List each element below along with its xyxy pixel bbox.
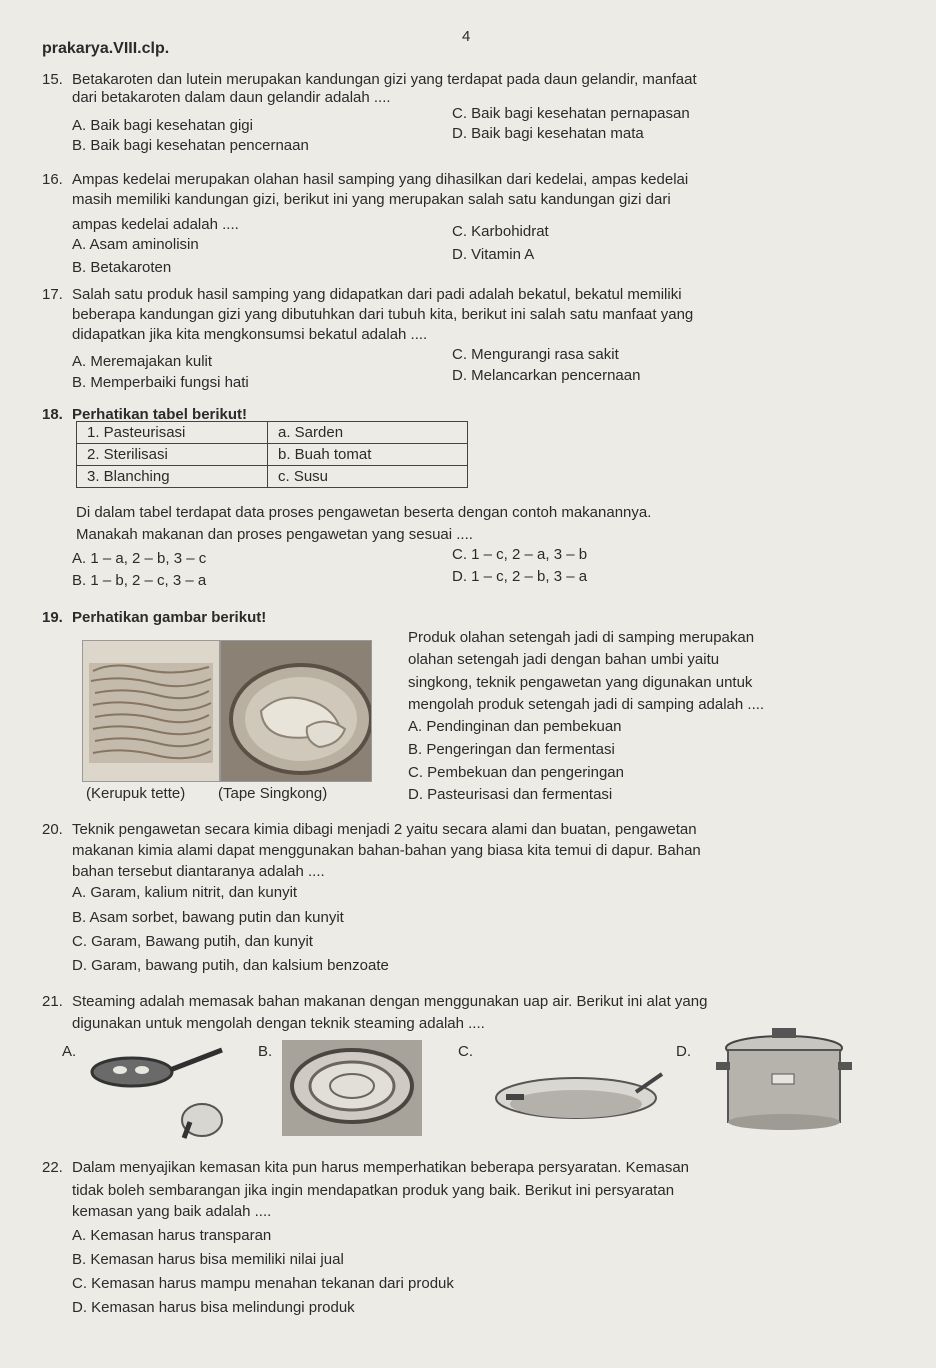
question-22-option-a: A. Kemasan harus transparan <box>72 1227 272 1244</box>
kerupuk-tette-image <box>82 640 220 782</box>
question-15-option-d: D. Baik bagi kesehatan mata <box>452 125 644 142</box>
question-22-option-c: C. Kemasan harus mampu menahan tekanan dari produk <box>72 1275 454 1292</box>
question-20-option-b: B. Asam sorbet, bawang putin dan kunyit <box>72 909 344 926</box>
question-20-text-3: bahan tersebut diantaranya adalah .... <box>72 863 325 880</box>
question-17-text-3: didapatkan jika kita mengkonsumsi bekatul adalah .... <box>72 326 428 343</box>
question-15-text-1: Betakaroten dan lutein merupakan kandungan gizi yang terdapat pada daun gelandir, manfaat <box>72 71 697 88</box>
table-cell: c. Susu <box>268 466 468 488</box>
question-19-text-4: mengolah produk setengah jadi di samping adalah .... <box>408 696 765 713</box>
question-15-number: 15. <box>42 71 63 88</box>
question-15-option-a: A. Baik bagi kesehatan gigi <box>72 117 253 134</box>
page-number: 4 <box>462 28 471 45</box>
frying-pan-image <box>82 1040 232 1140</box>
question-18-option-c: C. 1 – c, 2 – a, 3 – b <box>452 546 588 563</box>
question-16-option-c: C. Karbohidrat <box>452 223 549 240</box>
question-22-text-1: Dalam menyajikan kemasan kita pun harus memperhatikan beberapa persyaratan. Kemasan <box>72 1159 689 1176</box>
question-18-option-d: D. 1 – c, 2 – b, 3 – a <box>452 568 588 585</box>
question-16-option-b: B. Betakaroten <box>72 259 172 276</box>
question-22-text-3: kemasan yang baik adalah .... <box>72 1203 272 1220</box>
question-21-number: 21. <box>42 993 63 1010</box>
table-cell: 2. Sterilisasi <box>77 444 268 466</box>
table-cell: b. Buah tomat <box>268 444 468 466</box>
question-18-intro: Perhatikan tabel berikut! <box>72 406 248 423</box>
question-15-option-b: B. Baik bagi kesehatan pencernaan <box>72 137 309 154</box>
question-15-text-2: dari betakaroten dalam daun gelandir adalah .... <box>72 89 391 106</box>
tape-singkong-image <box>220 640 372 782</box>
question-17-option-c: C. Mengurangi rasa sakit <box>452 346 619 363</box>
question-16-option-d: D. Vitamin A <box>452 246 535 263</box>
question-16-text-3: ampas kedelai adalah .... <box>72 216 239 233</box>
question-21-option-d-label: D. <box>676 1043 691 1060</box>
question-21-option-c-label: C. <box>458 1043 473 1060</box>
baking-pan-image <box>486 1060 666 1140</box>
question-19-text-2: olahan setengah jadi dengan bahan umbi yaitu <box>408 651 720 668</box>
question-19-option-a: A. Pendinginan dan pembekuan <box>408 718 622 735</box>
document-header: prakarya.VIII.clp. <box>42 40 170 57</box>
question-18-text-1: Di dalam tabel terdapat data proses pengawetan beserta dengan contoh makanannya. <box>76 504 652 521</box>
question-18-option-b: B. 1 – b, 2 – c, 3 – a <box>72 572 207 589</box>
question-17-option-d: D. Melancarkan pencernaan <box>452 367 641 384</box>
question-21-text-2: digunakan untuk mengolah dengan teknik steaming adalah .... <box>72 1015 485 1032</box>
question-17-text-2: beberapa kandungan gizi yang dibutuhkan dari tubuh kita, berikut ini salah satu manfaat yang <box>72 306 694 323</box>
question-19-option-c: C. Pembekuan dan pengeringan <box>408 764 624 781</box>
question-20-option-a: A. Garam, kalium nitrit, dan kunyit <box>72 884 298 901</box>
question-22-number: 22. <box>42 1159 63 1176</box>
question-21-option-b-label: B. <box>258 1043 273 1060</box>
question-20-text-2: makanan kimia alami dapat menggunakan bahan-bahan yang biasa kita temui di dapur. Bahan <box>72 842 701 859</box>
question-21-option-a-label: A. <box>62 1043 77 1060</box>
question-22-option-b: B. Kemasan harus bisa memiliki nilai jual <box>72 1251 344 1268</box>
question-16-number: 16. <box>42 171 63 188</box>
question-20-option-c: C. Garam, Bawang putih, dan kunyit <box>72 933 313 950</box>
question-16-text-2: masih memiliki kandungan gizi, berikut ini yang merupakan salah satu kandungan gizi dari <box>72 191 671 208</box>
question-18-number: 18. <box>42 406 63 423</box>
question-17-text-1: Salah satu produk hasil samping yang didapatkan dari padi adalah bekatul, bekatul memiliki <box>72 286 682 303</box>
question-20-text-1: Teknik pengawetan secara kimia dibagi menjadi 2 yaitu secara alami dan buatan, pengawetan <box>72 821 697 838</box>
question-18-text-2: Manakah makanan dan proses pengawetan yang sesuai .... <box>76 526 473 543</box>
question-22-text-2: tidak boleh sembarangan jika ingin mendapatkan produk yang baik. Berikut ini persyaratan <box>72 1182 675 1199</box>
table-cell: 3. Blanching <box>77 466 268 488</box>
question-19-option-b: B. Pengeringan dan fermentasi <box>408 741 615 758</box>
question-16-option-a: A. Asam aminolisin <box>72 236 199 253</box>
question-20-number: 20. <box>42 821 63 838</box>
table-row <box>77 422 468 444</box>
table-cell: a. Sarden <box>268 422 468 444</box>
question-16-text-1: Ampas kedelai merupakan olahan hasil samping yang dihasilkan dari kedelai, ampas kedelai <box>72 171 689 188</box>
question-18-option-a: A. 1 – a, 2 – b, 3 – c <box>72 550 207 567</box>
question-19-intro: Perhatikan gambar berikut! <box>72 609 267 626</box>
question-15-option-c: C. Baik bagi kesehatan pernapasan <box>452 105 690 122</box>
question-19-number: 19. <box>42 609 63 626</box>
preservation-table <box>76 421 468 488</box>
table-row <box>77 466 468 488</box>
question-19-option-d: D. Pasteurisasi dan fermentasi <box>408 786 613 803</box>
table-row <box>77 444 468 466</box>
question-19-text-1: Produk olahan setengah jadi di samping merupakan <box>408 629 755 646</box>
question-22-option-d: D. Kemasan harus bisa melindungi produk <box>72 1299 355 1316</box>
caption-tape-singkong: (Tape Singkong) <box>218 785 328 802</box>
question-17-option-b: B. Memperbaiki fungsi hati <box>72 374 249 391</box>
table-cell: 1. Pasteurisasi <box>77 422 268 444</box>
question-17-number: 17. <box>42 286 63 303</box>
steamer-pot-image <box>282 1040 422 1136</box>
caption-kerupuk-tette: (Kerupuk tette) <box>86 785 186 802</box>
question-20-option-d: D. Garam, bawang putih, dan kalsium benzoate <box>72 957 389 974</box>
stock-pot-image <box>714 1022 854 1132</box>
question-19-text-3: singkong, teknik pengawetan yang digunakan untuk <box>408 674 753 691</box>
question-17-option-a: A. Meremajakan kulit <box>72 353 213 370</box>
question-21-text-1: Steaming adalah memasak bahan makanan dengan menggunakan uap air. Berikut ini alat yang <box>72 993 708 1010</box>
